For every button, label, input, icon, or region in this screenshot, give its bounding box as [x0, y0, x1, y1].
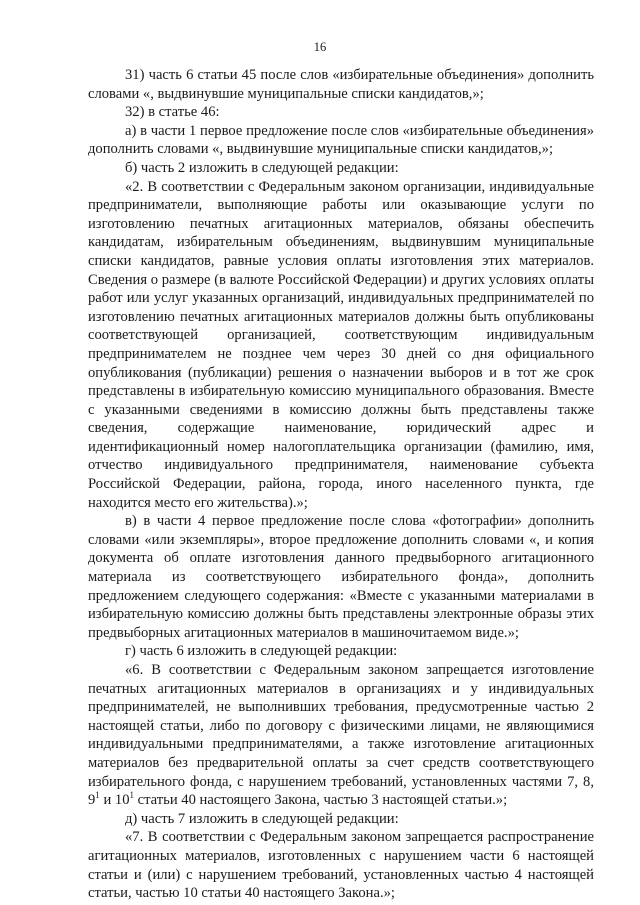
paragraph-text: статьи 40 настоящего Закона, частью 3 настоящей статьи.»; — [134, 792, 508, 809]
paragraph: в) в части 4 первое предложение после слова «фотографии» дополнить словами «или экземпляры», второе предложение дополнить словами «, и копия документа об оплате изготовления данного предвыборного агитационного материала из соответствующего избирательного фонда», дополнить предложением следующего содержания: «Вместе с указанными материалами в избирательную комиссию должны быть представлены электронные образы этих предвыборных агитационных материалов в машиночитаемом виде.»; — [88, 513, 594, 641]
paragraph: а) в части 1 первое предложение после слов «избирательные объединения» дополнить словами «, выдвинувшие муниципальные списки кандидатов,»; — [88, 122, 594, 158]
paragraph: д) часть 7 изложить в следующей редакции: — [125, 810, 399, 827]
paragraph-text: «6. В соответствии с Федеральным законом запрещается изготовление печатных агитационных материалов в организациях и у индивидуальных предпринимателей, не выполнивших требования, предусмотренные частью 2 настоящей статьи, либо по договору с физическими лицами, не являющимися индивидуальными предпринимателями, а также изготовление агитационных материалов без предварительной оплаты за счет средств соответствующего избирательного фонда, с нарушением требований, установленных частями 7, 8, 9 — [88, 662, 594, 809]
paragraph-text: и 10 — [99, 792, 130, 809]
paragraph: «2. В соответствии с Федеральным законом организации, индивидуальные предприниматели, выполняющие работы или оказывающие услуги по изготовлению печатных агитационных материалов, обязаны обеспечить кандидатам, избирательным объединениям, выдвинувшим муниципальные списки кандидатов, равные условия оплаты изготовления этих материалов. Сведения о размере (в валюте Российской Федерации) и других условиях оплаты работ или услуг указанных организаций, индивидуальных предпринимателей по изготовлению печатных агитационных материалов должны быть опубликованы соответствующей организацией, соответствующим индивидуальным предпринимателем не позднее чем через 30 дней со дня официального опубликования (публикации) решения о назначении выборов и в тот же срок представлены в избирательную комиссию муниципального образования. Вместе с указанными сведениями в комиссию должны быть представлены также сведения, содержащие наименование, юридический адрес и идентификационный номер налогоплательщика организации (фамилию, имя, отчество индивидуального предпринимателя, наименование субъекта Российской Федерации, района, города, иного населенного пункта, где находится место его жительства).»; — [88, 178, 594, 511]
paragraph — [88, 661, 594, 810]
document-body — [88, 66, 594, 903]
paragraph: г) часть 6 изложить в следующей редакции: — [125, 643, 398, 660]
paragraph: б) часть 2 изложить в следующей редакции: — [125, 159, 399, 176]
paragraph: 31) часть 6 статьи 45 после слов «избирательные объединения» дополнить словами «, выдвинувшие муниципальные списки кандидатов,»; — [88, 67, 594, 102]
paragraph: «7. В соответствии с Федеральным законом запрещается распространение агитационных материалов, изготовленных с нарушением части 6 настоящей статьи и (или) с нарушением требований, установленных частью 4 настоящей статьи, частью 10 статьи 40 настоящего Закона.»; — [88, 829, 594, 902]
paragraph: 32) в статье 46: — [125, 104, 220, 121]
superscript: 1 — [95, 790, 100, 801]
superscript: 1 — [129, 790, 134, 801]
page-number: 16 — [313, 40, 327, 54]
